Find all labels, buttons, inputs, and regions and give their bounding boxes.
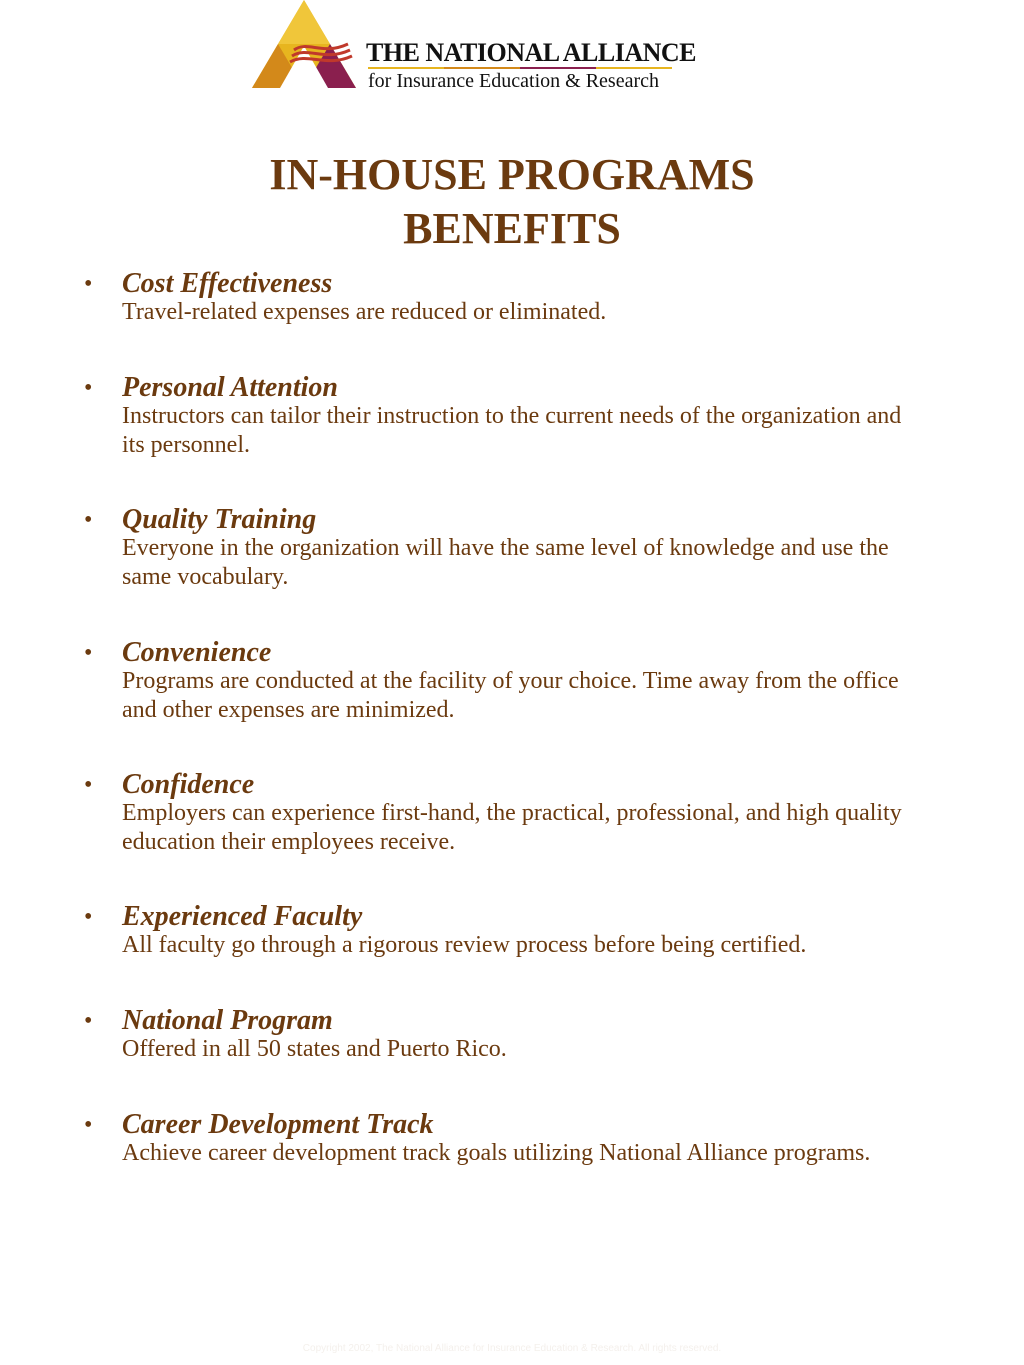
bullet: • (84, 772, 93, 798)
logo-subtitle: for Insurance Education & Research (368, 70, 659, 92)
benefit-description: Instructors can tailor their instruction to the current needs of the organization and its personnel. (122, 403, 902, 458)
bullet: • (84, 271, 93, 297)
benefit-heading: Quality Training (122, 504, 317, 535)
bullet: • (84, 1112, 93, 1138)
benefit-heading: Career Development Track (122, 1109, 434, 1140)
benefit-heading: Cost Effectiveness (122, 268, 333, 299)
benefit-description: All faculty go through a rigorous review process before being certified. (122, 932, 807, 958)
copyright-footer: Copyright 2002, The National Alliance for Insurance Education & Research. All rights reserved. (302, 1343, 722, 1354)
benefit-heading: Confidence (122, 769, 255, 800)
benefit-heading: National Program (122, 1005, 333, 1036)
bullet: • (84, 640, 93, 666)
bullet: • (84, 507, 93, 533)
page-title-line-2: BENEFITS (403, 204, 621, 253)
benefit-description: Achieve career development track goals utilizing National Alliance programs. (122, 1140, 871, 1166)
logo-color-rule (368, 67, 672, 69)
triangle-logo-icon (248, 0, 360, 92)
page-title-line-1: IN-HOUSE PROGRAMS (269, 150, 755, 199)
benefit-heading: Experienced Faculty (122, 901, 363, 932)
benefit-description: Everyone in the organization will have the same level of knowledge and use the same vocabulary. (122, 535, 889, 590)
benefit-heading: Personal Attention (122, 372, 339, 403)
benefit-description: Offered in all 50 states and Puerto Rico. (122, 1036, 507, 1062)
national-alliance-logo (248, 0, 696, 96)
logo-title: THE NATIONAL ALLIANCE (366, 38, 696, 67)
benefit-description: Travel-related expenses are reduced or eliminated. (122, 299, 607, 325)
bullet: • (84, 904, 93, 930)
bullet: • (84, 1008, 93, 1034)
bullet: • (84, 375, 93, 401)
benefit-description: Programs are conducted at the facility of your choice. Time away from the office and other expenses are minimized. (122, 668, 899, 723)
benefit-heading: Convenience (122, 637, 272, 668)
benefit-description: Employers can experience first-hand, the practical, professional, and high quality education their employees receive. (122, 800, 902, 855)
page-title (0, 148, 1024, 256)
